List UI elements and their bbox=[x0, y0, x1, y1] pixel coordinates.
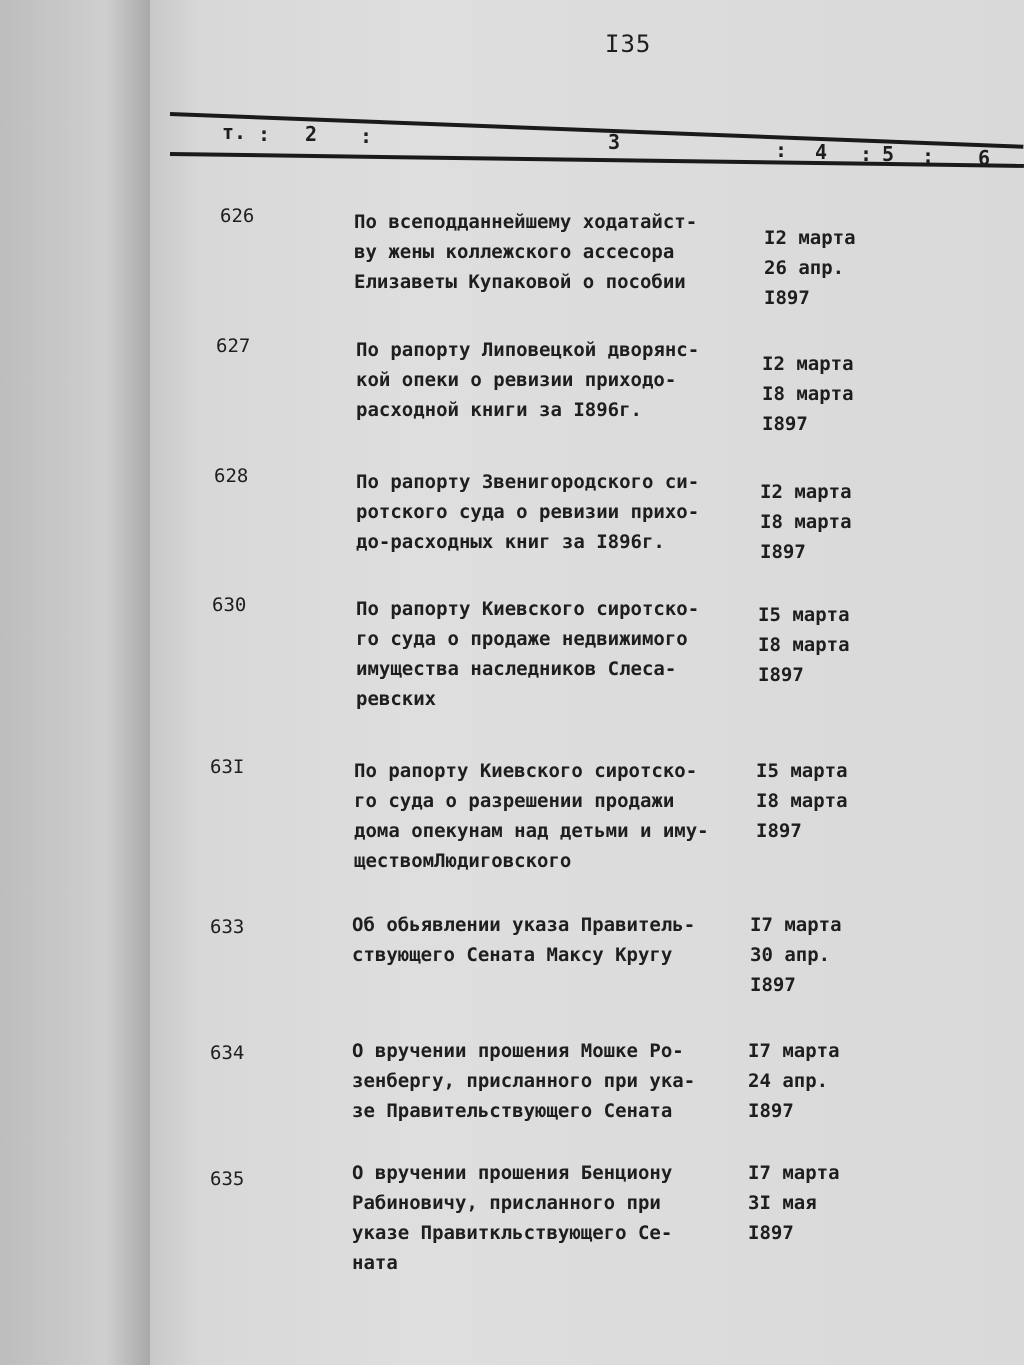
entry-dates: I5 марта I8 марта I897 bbox=[756, 760, 848, 842]
entry-description: О вручении прошения Бенциону Рабиновичу, присланного при указе Правиткльствующего Се- ната bbox=[352, 1162, 673, 1274]
entry-number: 634 bbox=[210, 1042, 245, 1064]
entry-number: 627 bbox=[216, 335, 251, 357]
entry-number: 628 bbox=[214, 465, 249, 487]
page-gutter bbox=[0, 0, 150, 1365]
header-col-2: 2 bbox=[305, 122, 318, 146]
entry-number: 633 bbox=[210, 916, 245, 938]
entry-description: По всеподданнейшему ходатайст- ву жены коллежского ассесора Елизаветы Купаковой о пособии bbox=[354, 211, 698, 293]
entry-description: О вручении прошения Мошке Ро- зенбергу, присланного при ука- зе Правительствующего Сената bbox=[352, 1040, 696, 1122]
header-col-4: 4 bbox=[815, 140, 828, 164]
page-number: I35 bbox=[605, 30, 652, 58]
header-col-1: т. bbox=[222, 120, 247, 144]
entry-dates: I2 марта 26 апр. I897 bbox=[764, 227, 856, 309]
header-col-3: 3 bbox=[608, 130, 621, 154]
entry-description: По рапорту Липовецкой дворянс- кой опеки о ревизии приходо- расходной книги за I896г. bbox=[356, 339, 700, 421]
entry-number: 63I bbox=[210, 756, 245, 778]
header-col-5: 5 bbox=[882, 142, 895, 166]
entry-dates: I7 марта 3I мая I897 bbox=[748, 1162, 840, 1244]
entry-dates: I7 марта 30 апр. I897 bbox=[750, 914, 842, 996]
entry-number: 626 bbox=[220, 205, 255, 227]
entry-description: По рапорту Киевского сиротско- го суда о продаже недвижимого имущества наследников Слеса- ревских bbox=[356, 598, 700, 710]
entry-dates: I7 марта 24 апр. I897 bbox=[748, 1040, 840, 1122]
entry-dates: I5 марта I8 марта I897 bbox=[758, 604, 850, 686]
entry-description: Об обьявлении указа Правитель- ствующего Сената Максу Кругу bbox=[352, 914, 696, 966]
header-col-6: 6 bbox=[978, 146, 991, 170]
entry-dates: I2 марта I8 марта I897 bbox=[760, 481, 852, 563]
entry-description: По рапорту Звенигородского си- ротского суда о ревизии прихо- до-расходных книг за I896г. bbox=[356, 471, 700, 553]
entry-number: 630 bbox=[212, 594, 247, 616]
entry-description: По рапорту Киевского сиротско- го суда о разрешении продажи дома опекунам над детьми и иму- ществомЛюдиговского bbox=[354, 760, 709, 872]
entry-number: 635 bbox=[210, 1168, 245, 1190]
entry-dates: I2 марта I8 марта I897 bbox=[762, 353, 854, 435]
